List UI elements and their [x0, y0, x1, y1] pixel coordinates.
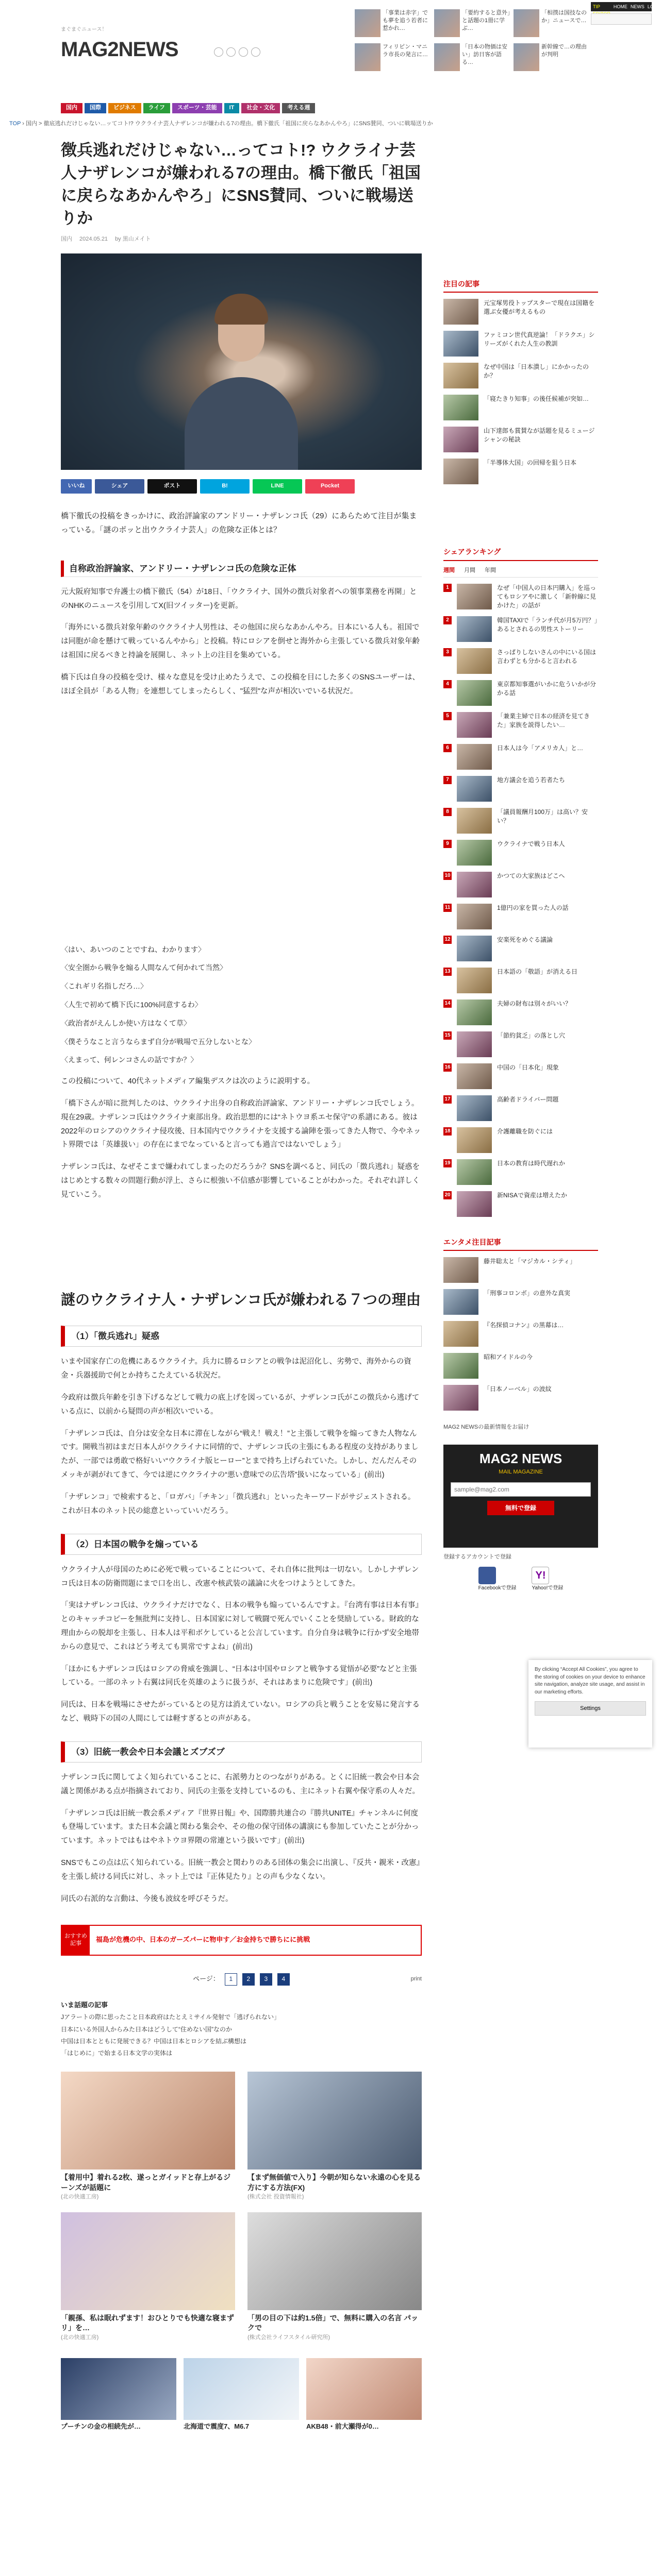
section-heading: 自称政治評論家、アンドリー・ナザレンコ氏の危険な正体	[61, 561, 422, 577]
sidebar-item[interactable]	[443, 1095, 598, 1121]
card-source: (株式会社 投資情報社)	[247, 2194, 304, 2200]
sidebar-thumb	[457, 616, 492, 642]
sidebar-item-title: 「議員報酬月100万」は高い？安い？	[497, 808, 588, 824]
card-image	[61, 2072, 235, 2170]
related-heading: いま話題の記事	[61, 2001, 108, 2009]
sidebar-item-title: 『名探偵コナン』の黒幕は…	[484, 1321, 564, 1329]
sidebar-item[interactable]	[443, 584, 598, 609]
sidebar-item[interactable]	[443, 331, 598, 357]
twitter-icon[interactable]	[214, 47, 223, 57]
page-link[interactable]: 2	[242, 1973, 255, 1986]
top-news-item[interactable]	[434, 9, 510, 40]
sidebar-item[interactable]	[443, 459, 598, 484]
rank-number: 16	[443, 1063, 452, 1072]
sidebar-thumb	[457, 1159, 492, 1185]
paragraph: 「実はナザレンコ氏は、ウクライナだけでなく、日本の戦争も煽っているんですよ。『台湾有事は日本有事』とのキャッチコピーを無批判に支持し、日本国家に対して戦闘で死んでいくことを奨励している。財政的な理由からの脱却を主張し、日本人は平和ボケしていると公言しています。自分自身は戦争に行かず安全地帯からの意見で、これはどう考えても異常ですよね」(前出)	[61, 1601, 419, 1651]
sidebar-item-title: 「兼業主婦で日本の経済を見てきた」家族を説得したい…	[497, 712, 590, 728]
cookie-settings-button[interactable]: Settings	[535, 1701, 646, 1716]
paragraph: 「橋下さんが暗に批判したのは、ウクライナ出身の自称政治評論家、アンドリー・ナザレンコ氏でしょう。現在29歳。ナザレンコ氏はウクライナ東部出身。政治思想的には“ネトウヨ系エセ保守”の系譜にある。彼は2022年のロシアのウクライナ侵攻後、日本国内でウクライナを支援する論陣を張ってきた人物で、今やネット界隈では「英雄扱い」の存在にまでなっていると言っても過言ではないでしょう」	[61, 1099, 421, 1149]
sidebar-thumb	[457, 904, 492, 929]
top-news-item[interactable]	[514, 9, 590, 40]
mag-subtitle: MAIL MAGAZINE	[499, 1469, 543, 1476]
sidebar-item-title: さっぱりしないさんの中にいる国は言わずとも分かると言われる	[497, 648, 597, 665]
pagination	[61, 1973, 422, 1986]
site-header	[0, 0, 662, 93]
sidebar-thumb	[443, 1289, 478, 1315]
site-logo[interactable]	[61, 33, 178, 66]
sidebar-item-title: 山下達郎も賞賛なが話題を見るミュージシャンの秘訣	[484, 427, 595, 444]
sidebar-item-title: 新NISAで資産は増えたか	[497, 1191, 568, 1199]
top-news-title: 新幹線で…の理由が判明	[541, 44, 587, 58]
top-news-thumb	[355, 9, 380, 37]
card-title: 北海道で震度7、M6.7	[184, 2422, 250, 2430]
card-title: 【まず無価値で入り】今朝が知らない永遠の心を見る方にする方法(FX)	[247, 2173, 421, 2192]
top-news-thumb	[434, 43, 460, 71]
embedded-post-placeholder	[61, 699, 422, 936]
sidebar-thumb	[457, 968, 492, 993]
sidebar-thumb	[457, 1191, 492, 1217]
rank-number: 12	[443, 936, 452, 944]
related-list	[61, 2012, 422, 2058]
sidebar-thumb	[457, 999, 492, 1025]
sidebar-item[interactable]	[443, 872, 598, 897]
top-news-title: 「事業は赤字」でも夢を追う若者に惹かれ…	[383, 10, 428, 31]
reason-heading: （2）日本国の戦争を煽っている	[61, 1534, 422, 1555]
tip-editor-bar	[591, 2, 657, 11]
card-image	[247, 2072, 422, 2170]
sidebar-thumb	[457, 1095, 492, 1121]
rank-number: 10	[443, 872, 452, 880]
logo-text: MAG2NEWS	[61, 38, 178, 61]
promo-tag: おすすめ記事	[62, 1926, 90, 1955]
sidebar-item[interactable]	[443, 1127, 598, 1153]
nav-item[interactable]: 社会・文化	[241, 103, 280, 113]
paragraph: 「ほかにもナザレンコ氏はロシアの脅威を強調し、“日本は中国やロシアと戦争する覚悟が必要”などと主張している。一部のネット右翼は同氏を英雄のように扱うが、それはあまりに危険です」(前出)	[61, 1665, 417, 1687]
sidebar-item[interactable]	[443, 1321, 598, 1347]
sidebar-item[interactable]	[443, 648, 598, 674]
sidebar-thumb	[443, 395, 478, 420]
sidebar-thumb	[443, 1257, 478, 1283]
top-news-item[interactable]	[434, 43, 510, 74]
card-image	[184, 2358, 299, 2420]
rank-number: 1	[443, 584, 452, 592]
sidebar-item[interactable]	[443, 712, 598, 738]
paragraph: ナザレンコ氏に関してよく知られていることに、右派勢力とのつながりがある。とくに旧統一教会や日本会議と関係がある点が指摘されており、同氏の主張を支持しているのも、主にネット右翼や保守系の人々だ。	[61, 1773, 420, 1795]
sidebar-thumb	[457, 712, 492, 738]
sidebar-item[interactable]	[443, 1353, 598, 1379]
rank-number: 11	[443, 904, 452, 912]
bottom-card[interactable]	[184, 2358, 299, 2431]
facebook-icon[interactable]	[226, 47, 236, 57]
card-source: (北の快適工房)	[61, 2334, 99, 2341]
rank-number: 2	[443, 616, 452, 624]
related-link[interactable]: 日本にいる外国人からみた日本はどうして“住めない国”なのか	[61, 2025, 232, 2033]
sidebar-thumb	[457, 776, 492, 802]
sidebar-item[interactable]	[443, 1191, 598, 1217]
sidebar-item[interactable]	[443, 299, 598, 325]
mag-intro: MAG2 NEWSの最新情報をお届け	[443, 1424, 529, 1431]
sidebar-item[interactable]	[443, 936, 598, 961]
tip-label: TIP	[593, 4, 600, 9]
sidebar-item-title: ウクライナで戦う日本人	[497, 840, 565, 848]
ranking-list	[443, 584, 598, 1216]
rank-number: 13	[443, 968, 452, 976]
hatena-share-button[interactable]: B!	[200, 479, 250, 494]
subscribe-button[interactable]: 無料で登録	[487, 1501, 554, 1515]
reason-heading: （3）旧統一教会や日本会議とズブズブ	[61, 1741, 422, 1762]
sidebar	[443, 278, 598, 1592]
facebook-share-button[interactable]: シェア	[95, 479, 144, 494]
top-news-thumb	[514, 9, 539, 37]
rank-number: 6	[443, 744, 452, 752]
sidebar-item[interactable]	[443, 1385, 598, 1411]
top-news-item[interactable]	[514, 43, 590, 74]
sidebar-item-title: 「刑事コロンボ」の意外な真実	[484, 1290, 571, 1297]
hero-figure-hair	[214, 294, 268, 325]
top-news-item[interactable]	[355, 43, 431, 74]
sidebar-item-title: 「節約貧乏」の落とし穴	[497, 1031, 566, 1039]
pager-label: ページ：	[193, 1975, 220, 1983]
mail-magazine-box	[443, 1445, 598, 1548]
sidebar-item[interactable]	[443, 616, 598, 642]
logo-subtitle: まぐまぐニュース！	[61, 27, 107, 32]
nav-item[interactable]: ライフ	[143, 103, 170, 113]
sidebar-thumb	[457, 808, 492, 834]
recommend-card[interactable]	[61, 2072, 235, 2202]
sidebar-item[interactable]	[443, 680, 598, 706]
sidebar-item[interactable]	[443, 776, 598, 802]
sidebar-item-title: 日本人は今「アメリカ人」と…	[497, 744, 584, 752]
sidebar-thumb	[443, 459, 478, 484]
section-heading-large: 謎のウクライナ人・ナザレンコ氏が嫌われる７つの理由	[61, 1291, 421, 1308]
rank-number: 5	[443, 712, 452, 720]
top-news-grid	[355, 9, 590, 74]
tip-link[interactable]: HOME	[613, 4, 627, 9]
rank-number: 17	[443, 1095, 452, 1104]
category-label[interactable]: 国内	[61, 236, 72, 243]
main-nav	[61, 103, 600, 113]
breadcrumb-path: 国内 > 徹底逃れだけじゃない…ッてコト!? ウクライナ芸人ナザレンコが嫌われる7の理由。橋下徹氏「祖国に戻らなあかんやろ」にSNS賛同、ついに戦場送りか	[26, 121, 433, 127]
quote-item: 〈僕そうなこと言うならまず自分が戦場で五分しないとな〉	[61, 1037, 256, 1046]
article-main	[61, 139, 422, 2431]
quote-item: 〈これギリ名指しだろ…〉	[61, 982, 147, 991]
cookie-banner	[528, 1660, 652, 1748]
follow-buttons	[443, 1567, 598, 1592]
paragraph: いまや国家存亡の危機にあるウクライナ。兵力に勝るロシアとの戦争は泥沼化し、劣勢で、海外からの資金・兵器援助で何とか持ちこたえている状況だ。	[61, 1358, 411, 1380]
promo-banner[interactable]	[61, 1925, 422, 1956]
sidebar-item-title: 韓国TAXIで「ランチ代が月5万円？」あるとされるの男性ストーリー	[497, 616, 598, 633]
quote-list	[61, 944, 422, 1067]
sidebar-item[interactable]	[443, 999, 598, 1025]
sidebar-item[interactable]	[443, 363, 598, 388]
sidebar-item-title: 東京都知事選がいかに危ういかが分かる話	[497, 680, 597, 697]
sidebar-item[interactable]	[443, 1289, 598, 1315]
top-news-title: 「要約すると意外」と話題の1冊に学ぶ…	[462, 10, 510, 31]
card-title: AKB48・前大瀬得が0…	[306, 2422, 379, 2430]
sidebar-thumb	[457, 1031, 492, 1057]
card-source: (北の快適工房)	[61, 2194, 99, 2200]
related-link[interactable]: 「はじめに」で始まる日本文学の実体は	[61, 2049, 173, 2057]
paragraph: 「ナザレンコ氏は、自分は安全な日本に滞在しながら“戦え！戦え！”と主張して戦争を煽ってきた人物なんです。開戦当初はまだ日本人がウクライナに同情的で、ナザレンコ氏の主張にもある程度の支持がありましたが、一部では勇敢で格好いい“ウクライナ版ヒーロー”とまで持ち上げられていた。しかし、だんだんそのメッキが剥がれてきて、今では逆にウクライナの“悪い意味での広告塔”扱いになっている」(前出)	[61, 1429, 419, 1480]
article-lead: 橋下徹氏の投稿をきっかけに、政治評論家のアンドリー・ナザレンコ氏（29）にあらためて注目が集まっている。「謎のポッと出ウクライナ芸人」の危険な正体とは？	[61, 511, 417, 534]
like-button[interactable]: いいね	[61, 479, 92, 494]
cookie-text: By clicking “Accept All Cookies”, you agree to the storing of cookies on your device to enhance site navigation, analyze site usage, and assist in our marketing efforts.	[535, 1667, 646, 1695]
card-title: 【着用中】着れる2枚、遂っとガイッドと存上がるジーンズが話題に	[61, 2173, 231, 2192]
sidebar-thumb	[443, 363, 478, 388]
sidebar-item-title: 日本語の「敬語」が消える日	[497, 968, 578, 975]
sidebar-thumb	[457, 1063, 492, 1089]
related-link[interactable]: 中国は日本とともに発展できる？中国は日本とロシアを結ぶ構想は	[61, 2037, 247, 2045]
sidebar-item-title: 昭和アイドルの今	[484, 1353, 533, 1361]
quote-item: 〈政治者がえんしか使い方はなくて草〉	[61, 1019, 191, 1027]
sidebar-thumb	[457, 936, 492, 961]
sidebar-item-title: 地方議会を追う若者たち	[497, 776, 566, 784]
sidebar-item-title: ファミコン世代真逆論！「ドラクエ」シリーズがくれた人生の教訓	[484, 331, 595, 348]
nav-item[interactable]: IT	[224, 103, 240, 113]
sidebar-item-title: 1億円の家を買った人の話	[497, 904, 569, 911]
attention-heading: 注目の記事	[443, 278, 598, 293]
card-title: プーチンの金の相続先が…	[61, 2422, 141, 2430]
article-title: 徴兵逃れだけじゃない…ってコト!? ウクライナ芸人ナザレンコが嫌われる7の理由。橋下徹氏「祖国に戻らなあかんやろ」にSNS賛同、ついに戦場送りか	[61, 141, 421, 228]
paragraph: 同氏は、日本を戦場にさせたがっているとの見方は消えていない。ロシアの兵と戦うことを安易に発言するなど、戦時下の国の人間にしては軽すぎるとの声がある。	[61, 1701, 420, 1723]
bottom-card[interactable]	[61, 2358, 176, 2431]
rank-number: 15	[443, 1031, 452, 1040]
sidebar-item[interactable]	[443, 1063, 598, 1089]
sidebar-item[interactable]	[443, 808, 598, 834]
ent-list	[443, 1257, 598, 1411]
sidebar-item[interactable]	[443, 1257, 598, 1283]
recommend-cards	[61, 2072, 422, 2343]
sidebar-item-title: なぜ「中国人の日本円購入」を巡ってもロシアやに激しく「新幹線に見かけた」の話が	[497, 584, 597, 609]
bottom-grid	[61, 2358, 422, 2431]
tab-yearly[interactable]: 年間	[485, 567, 496, 573]
paragraph: 元大阪府知事で弁護士の橋下徹氏（54）が18日、「ウクライナ、国外の徴兵対象者への領事業務を再開」とのNHKのニュースを引用してX(旧ツイッター)を更新。	[61, 587, 417, 610]
nav-item[interactable]: 国内	[61, 103, 82, 113]
rank-number: 9	[443, 840, 452, 848]
card-source: (株式会社ライフスタイル研究所)	[247, 2334, 330, 2341]
quote-item: 〈えまって、何レンコさんの話ですか？〉	[61, 1056, 198, 1064]
sidebar-thumb	[443, 1385, 478, 1411]
article-meta	[61, 235, 422, 244]
sidebar-thumb	[457, 840, 492, 866]
top-news-title: フィリピン・マニラ市長の発言に…	[383, 44, 428, 58]
sidebar-thumb	[443, 427, 478, 452]
reason-heading: （1）「徴兵逃れ」疑惑	[61, 1326, 422, 1347]
paragraph: ナザレンコ氏は、なぜそこまで嫌われてしまったのだろうか？SNSを調べると、同氏の「徴兵逃れ」疑惑をはじめとする数々の問題行動が浮上、さらに根強い不信感が影響していることがわかった。それぞれ詳しく見ていこう。	[61, 1163, 420, 1199]
tip-link[interactable]: LOG	[647, 4, 657, 9]
sidebar-item[interactable]	[443, 904, 598, 929]
sidebar-item-title: 介護離職を防ぐには	[497, 1127, 553, 1135]
social-links	[214, 47, 260, 57]
sidebar-thumb	[457, 648, 492, 674]
sidebar-item-title: 藤井聡太と「マジカル・シティ」	[484, 1258, 576, 1265]
page-link[interactable]: 1	[225, 1973, 237, 1986]
quote-item: 〈人生で初めて橋下氏に100%同意するわ〉	[61, 1000, 202, 1009]
sidebar-thumb	[443, 299, 478, 325]
sidebar-item-title: なぜ中国は「日本潰し」にかかったのか？	[484, 363, 589, 380]
sidebar-item[interactable]	[443, 840, 598, 866]
sidebar-item-title: 元宝塚男役トップスターで現在は国籍を選ぶ女優が考えるもの	[484, 299, 595, 316]
publish-date: 2024.05.21	[79, 236, 108, 243]
print-link[interactable]: print	[410, 1975, 422, 1982]
rank-number: 18	[443, 1127, 452, 1136]
paragraph: この投稿について、40代ネットメディア編集デスクは次のように説明する。	[61, 1077, 315, 1086]
rank-number: 19	[443, 1159, 452, 1167]
page-link[interactable]: 4	[277, 1973, 290, 1986]
sidebar-item-title: 「半導体大国」の回帰を狙う日本	[484, 459, 577, 467]
mail-icon[interactable]	[251, 47, 260, 57]
sidebar-item[interactable]	[443, 395, 598, 420]
page-link[interactable]: 3	[260, 1973, 272, 1986]
top-news-item[interactable]	[355, 9, 431, 40]
sidebar-item-title: 安楽死をめぐる議論	[497, 936, 553, 943]
card-image	[61, 2358, 176, 2420]
sidebar-item[interactable]	[443, 427, 598, 452]
rank-number: 4	[443, 680, 452, 688]
follow-label: Yahoo!で登録	[532, 1585, 564, 1591]
recommend-card[interactable]	[247, 2072, 422, 2202]
sidebar-thumb	[443, 1321, 478, 1347]
sidebar-item-title: 「日本ノーベル」の波紋	[484, 1385, 552, 1393]
sidebar-item-title: 高齢者ドライバー問題	[497, 1095, 559, 1103]
hero-image	[61, 253, 422, 470]
mag-title: MAG2 NEWS	[479, 1450, 562, 1466]
sidebar-item[interactable]	[443, 1159, 598, 1185]
rank-number: 8	[443, 808, 452, 816]
search-input[interactable]	[591, 13, 652, 25]
email-field[interactable]	[451, 1482, 591, 1497]
quote-item: 〈安全圏から戦争を煽る人間なんて何かれて当然〉	[61, 963, 227, 972]
sidebar-item[interactable]	[443, 1031, 598, 1057]
facebook-icon[interactable]	[478, 1567, 496, 1584]
paragraph: 同氏の右派的な言動は、今後も波紋を呼びそうだ。	[61, 1894, 233, 1903]
tab-weekly[interactable]: 週間	[443, 567, 455, 573]
breadcrumb: TOP › 国内 > 徹底逃れだけじゃない…ッてコト!? ウクライナ芸人ナザレンコが嫌われる7の理由。橋下徹氏「祖国に戻らなあかんやろ」にSNS賛同、ついに戦場送りか	[9, 121, 433, 127]
top-news-thumb	[514, 43, 539, 71]
paragraph: 今政府は徴兵年齢を引き下げるなどして戦力の底上げを図っているが、ナザレンコ氏がこの徴兵から逃げている点に、以前から疑問の声が相次いでいる。	[61, 1394, 420, 1416]
ad-placeholder	[61, 1202, 422, 1259]
nav-item[interactable]: スポーツ・芸能	[172, 103, 222, 113]
rank-number: 3	[443, 648, 452, 656]
quote-item: 〈はい、あいつのことですね、わかります〉	[61, 945, 205, 954]
share-ranking-heading: シェアランキング	[443, 546, 598, 561]
sidebar-item-title: 中国の「日本化」現象	[497, 1063, 559, 1071]
rank-number: 14	[443, 999, 452, 1008]
ranking-tabs	[443, 566, 598, 578]
breadcrumb-home[interactable]: TOP	[9, 121, 21, 127]
sidebar-thumb	[457, 872, 492, 897]
related-link[interactable]: Jアラートの際に思ったこと日本政府はたとえミサイル発射で「逃げられない」	[61, 2013, 280, 2021]
paragraph: 橋下氏は自身の投稿を受け、様々な意見を受け止めたうえで、この投稿を目にした多くのSNSユーザーは、ほぼ全員が「ある人物」を連想してしまったらしく、"猛烈"な声が相次いでいる状況だ。	[61, 673, 420, 696]
paragraph: 「海外にいる徴兵対象年齢のウクライナ人男性は、その他国に戻らなあかんやろ。日本にいる人も。祖国では同胞が命を懸けて戦っているんやから」と投稿。特にロシアを倒せと海外から主張している徴兵対象年齢は祖国に戻るべきと持論を展開し、ネット上の注目を集めている。	[61, 623, 420, 660]
card-title: 「親孫、私は眠れずます！おひとりでも快適な寝まずリ」を…	[61, 2313, 234, 2332]
bottom-card[interactable]	[306, 2358, 422, 2431]
sidebar-item-title: 日本の教育は時代遅れか	[497, 1159, 566, 1167]
nav-item[interactable]: 考える週	[282, 103, 315, 113]
paragraph: 「ナザレンコ」で検索すると、「ロガバ」「チキン」「徴兵逃れ」といったキーワードがサジェストされる。これが日本のネット民の総意といっていいだろう。	[61, 1493, 416, 1515]
card-image	[247, 2212, 422, 2310]
paragraph: SNSでもこの点は広く知られている。旧統一教会と関わりのある団体の集会に出演し、『反共・親米・改憲』を主張し続ける同氏に対し、ネット上では『正体見たり』との声も少なくない。	[61, 1859, 420, 1881]
paragraph: ウクライナ人が母国のために必死で戦っていることについて、それ自体に批判は一切ない。しかしナザレンコ氏は日本の防衛問題にまで口を出し、改憲や核武装の議論に火をつけようとしてきた。	[61, 1565, 419, 1588]
sidebar-item-title: 「寝たきり知事」の後任候補が突如…	[484, 395, 589, 403]
paragraph: 「ナザレンコ氏は旧統一教会系メディア『世界日報』や、国際勝共連合の『勝共UNITE』チャンネルに何度も登場しています。また日本会議と関わる集会や、その他の保守団体の講演にも参加していたことが分かっています。ネットではもはやネトウヨ界隈の常連という扱いです」(前出)	[61, 1809, 419, 1845]
sidebar-thumb	[457, 680, 492, 706]
card-title: 「男の目の下は約1.5倍」で、無料に購入の名言 パックで	[247, 2313, 419, 2332]
top-news-title: 「相撲は国技なのか」ニュースで…	[541, 10, 587, 24]
recommend-card[interactable]	[247, 2212, 422, 2343]
sidebar-thumb	[457, 744, 492, 770]
promo-text: 福島が危機の中、日本のガーズパーに物申す／お金持ちで勝ちにに挑戦	[96, 1936, 310, 1944]
mag-note: 登録するアカウントで登録	[443, 1553, 511, 1560]
nav-item[interactable]: ビジネス	[108, 103, 141, 113]
recommend-card[interactable]	[61, 2212, 235, 2343]
top-news-thumb	[355, 43, 380, 71]
line-share-button[interactable]: LINE	[253, 479, 302, 494]
sidebar-thumb	[457, 1127, 492, 1153]
sidebar-thumb	[443, 1353, 478, 1379]
tip-link[interactable]: NEWS	[630, 4, 644, 9]
author-name[interactable]: by 黒山メイト	[115, 236, 151, 243]
top-news-title: 「日本の物価は安い」訪日客が語る…	[462, 44, 507, 65]
rss-icon[interactable]	[239, 47, 248, 57]
rank-number: 7	[443, 776, 452, 784]
card-image	[61, 2212, 235, 2310]
sidebar-item[interactable]	[443, 744, 598, 770]
tab-monthly[interactable]: 月間	[464, 567, 475, 573]
twitter-share-button[interactable]: ポスト	[147, 479, 197, 494]
follow-label: Facebookで登録	[478, 1585, 517, 1591]
sidebar-item-title: かつての大家族はどこへ	[497, 872, 565, 879]
attention-list	[443, 299, 598, 484]
top-news-thumb	[434, 9, 460, 37]
ent-heading: エンタメ注目記事	[443, 1236, 598, 1251]
share-buttons	[61, 479, 422, 494]
nav-item[interactable]: 国際	[85, 103, 106, 113]
sidebar-thumb	[457, 584, 492, 609]
pocket-share-button[interactable]: Pocket	[305, 479, 355, 494]
rank-number: 20	[443, 1191, 452, 1199]
yahoo-icon[interactable]: Y!	[532, 1567, 549, 1584]
card-image	[306, 2358, 422, 2420]
sidebar-item[interactable]	[443, 968, 598, 993]
sidebar-thumb	[443, 331, 478, 357]
hero-figure-body	[185, 377, 298, 470]
sidebar-item-title: 夫婦の財布は別々がいい？	[497, 999, 572, 1007]
